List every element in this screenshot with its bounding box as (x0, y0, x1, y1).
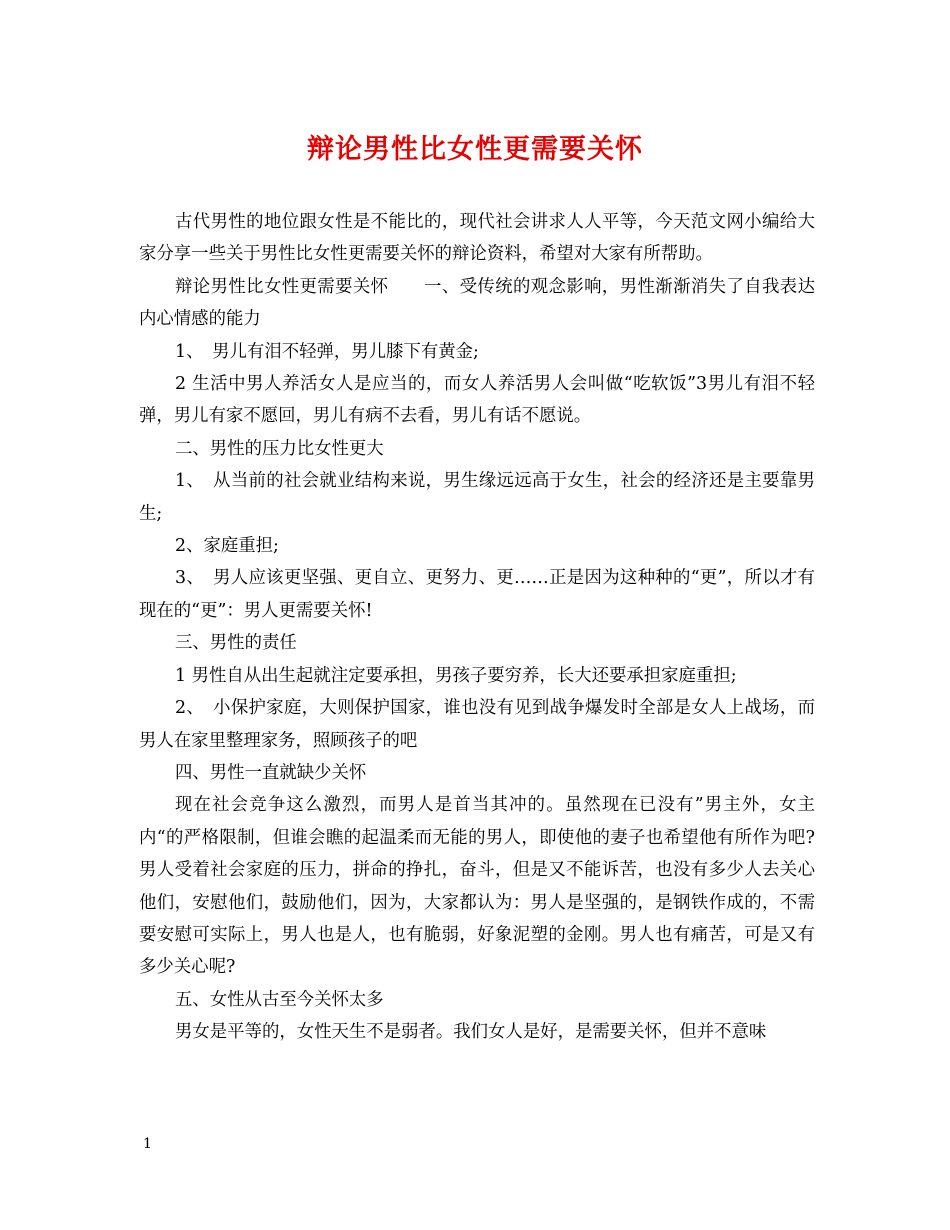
paragraph: 男女是平等的，女性天生不是弱者。我们女人是好，是需要关怀，但并不意味 (175, 1022, 767, 1043)
section-heading: 三、男性的责任 (175, 633, 297, 654)
section-heading: 五、女性从古至今关怀太多 (175, 989, 384, 1010)
paragraph: 3、 男人应该更坚强、更自立、更努力、更……正是因为这种种的“更”，所以才有现在的“更”：男人更需要关怀! (139, 568, 815, 621)
paragraph: 2 生活中男人养活女人是应当的，而女人养活男人会叫做“吃软饭”3男儿有泪不轻弹，男儿有家不愿回，男儿有病不去看，男儿有话不愿说。 (139, 374, 815, 427)
paragraph: 1、 从当前的社会就业结构来说，男生缘远远高于女生，社会的经济还是主要靠男生; (139, 471, 815, 524)
section-heading: 四、男性一直就缺少关怀 (175, 762, 367, 783)
document-body (139, 206, 815, 1049)
paragraph: 2、家庭重担; (175, 536, 279, 557)
page-number: 1 (143, 1136, 152, 1152)
document-title: 辩论男性比女性更需要关怀 (307, 134, 643, 165)
paragraph: 2、 小保护家庭，大则保护国家，谁也没有见到战争爆发时全部是女人上战场，而男人在家里整理家务，照顾孩子的吧 (139, 698, 815, 751)
paragraph: 1、 男儿有泪不轻弹，男儿膝下有黄金; (175, 341, 479, 362)
section-heading: 二、男性的压力比女性更大 (175, 438, 384, 459)
paragraph: 现在社会竞争这么激烈，而男人是首当其冲的。虽然现在已没有”男主外，女主内“的严格限制，但谁会瞧的起温柔而无能的男人，即使他的妻子也希望他有所作为吧?男人受着社会家庭的压力，拼命的挣扎，奋斗，但是又不能诉苦，也没有多少人去关心他们，安慰他们，鼓励他们，因为，大家都认为：男人是坚强的，是钢铁作成的，不需要安慰可实际上，男人也是人，也有脆弱，好象泥塑的金刚。男人也有痛苦，可是又有多少关心呢? (139, 795, 815, 978)
paragraph: 古代男性的地位跟女性是不能比的，现代社会讲求人人平等，今天范文网小编给大家分享一些关于男性比女性更需要关怀的辩论资料，希望对大家有所帮助。 (139, 212, 815, 265)
paragraph: 1 男性自从出生起就注定要承担，男孩子要穷养，长大还要承担家庭重担; (175, 665, 737, 686)
paragraph: 辩论男性比女性更需要关怀 一、受传统的观念影响，男性渐渐消失了自我表达内心情感的能力 (139, 276, 815, 330)
